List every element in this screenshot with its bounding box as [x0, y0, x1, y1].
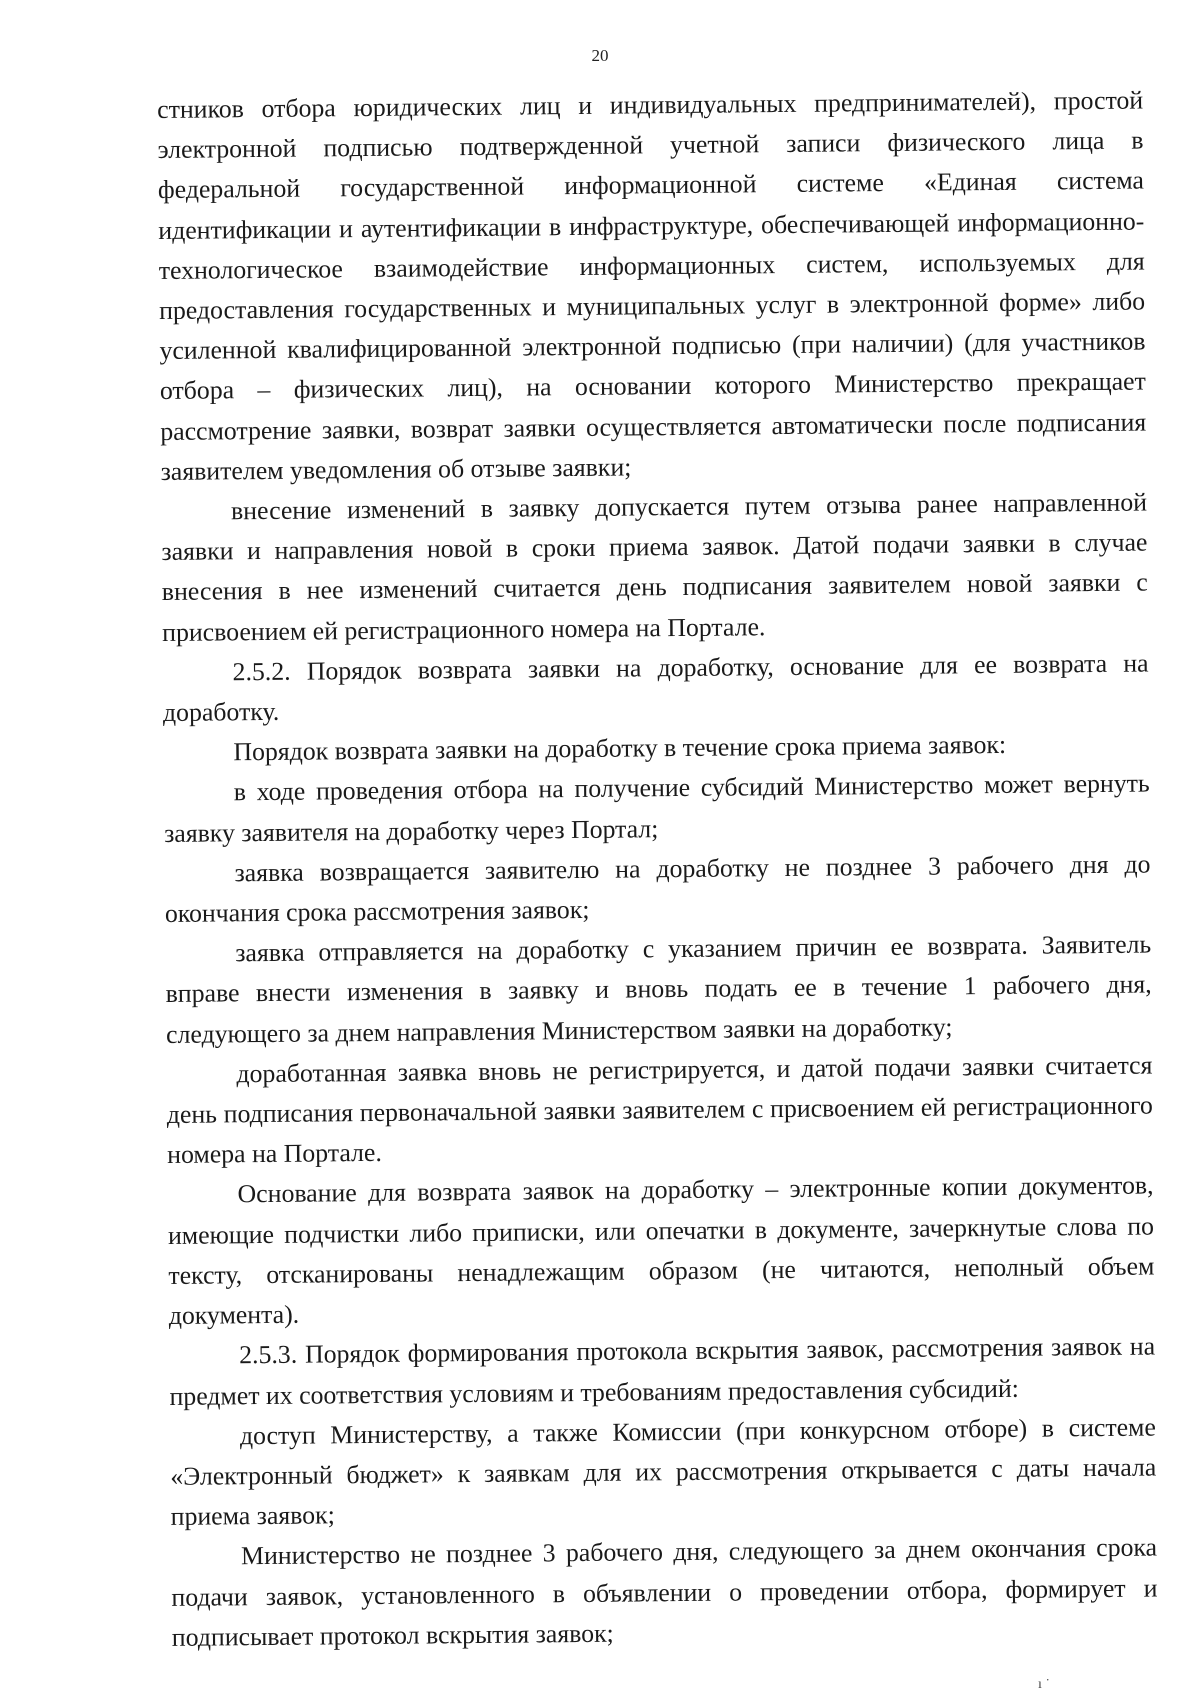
- paragraph: заявка возвращается заявителю на доработку не позднее 3 рабочего дня до окончания срока рассмотрения заявок;: [164, 849, 1151, 929]
- paragraph: внесение изменений в заявку допускается путем отзыва ранее направленной заявки и направления новой в сроки приема заявок. Датой подачи заявки в случае внесения в нее изменений считается день подписания заявителем новой заявки с присвоением ей регистрационного номера на Портале.: [161, 487, 1148, 647]
- paragraph: Порядок возврата заявки на доработку в течение срока приема заявок:: [233, 730, 1007, 767]
- scan-speck: ı ˙: [1037, 1677, 1050, 1692]
- document-body: [157, 81, 1158, 1658]
- page-number: 20: [591, 46, 609, 65]
- paragraph: Основание для возврата заявок на доработку – электронные копии документов, имеющие подчистки либо приписки, или опечатки в документе, зачеркнутые слова по тексту, отсканированы ненадлежащим образом (не читаются, неполный объем документа).: [167, 1170, 1155, 1331]
- paragraph: доработанная заявка вновь не регистрируется, и датой подачи заявки считается день подписания первоначальной заявки заявителем с присвоением ей регистрационного номера на Портале.: [166, 1050, 1153, 1170]
- paragraph: в ходе проведения отбора на получение субсидий Министерство может вернуть заявку заявителя на доработку через Портал;: [163, 768, 1150, 848]
- section-heading-2-5-3: 2.5.3. Порядок формирования протокола вскрытия заявок, рассмотрения заявок на предмет их соответствия условиям и требованиям предоставления субсидий:: [169, 1331, 1156, 1411]
- paragraph: Министерство не позднее 3 рабочего дня, следующего за днем окончания срока подачи заявок, установленного в объявлении о проведении отбора, формирует и подписывает протокол вскрытия заявок;: [171, 1532, 1158, 1652]
- paragraph: стников отбора юридических лиц и индивидуальных предпринимателей), простой электронной подписью подтвержденной учетной записи физического лица в федеральной государственной информационной системе «Единая система идентификации и аутентификации в инфраструктуре, обеспечивающей информационно-технологическое взаимодействие информационных систем, используемых для предоставления государственных и муниципальных услуг в электронной форме» либо усиленной квалифицированной электронной подписью (при наличии) (для участников отбора – физических лиц), на основании которого Министерство прекращает рассмотрение заявки, возврат заявки осуществляется автоматически после подписания заявителем уведомления об отзыве заявки;: [157, 85, 1147, 486]
- paragraph: доступ Министерству, а также Комиссии (при конкурсном отборе) в системе «Электронный бюджет» к заявкам для их рассмотрения открывается с даты начала приема заявок;: [170, 1412, 1157, 1532]
- paragraph: заявка отправляется на доработку с указанием причин ее возврата. Заявитель вправе внести изменения в заявку и вновь подать ее в течение 1 рабочего дня, следующего за днем направления Министерством заявки на доработку;: [165, 929, 1152, 1049]
- section-heading-2-5-2: 2.5.2. Порядок возврата заявки на доработку, основание для ее возврата на доработку.: [162, 648, 1149, 728]
